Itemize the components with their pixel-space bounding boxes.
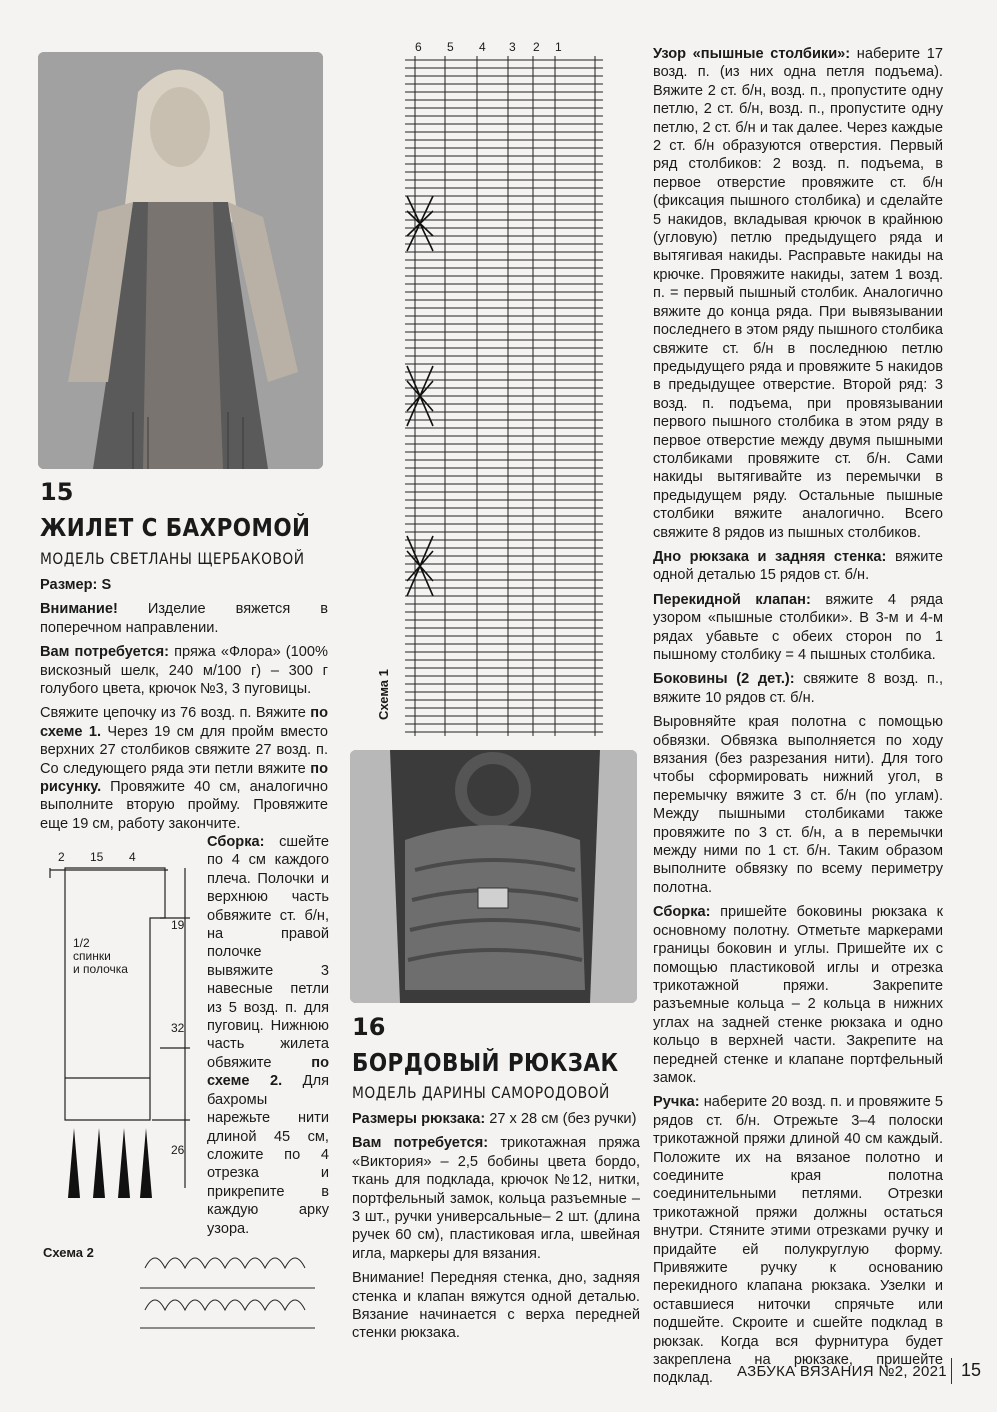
vest-instructions-part: по схеме 1.: [40, 705, 328, 740]
chart-col-3: 3: [509, 40, 516, 54]
scheme-1-grid: [405, 56, 603, 736]
chart-col-5: 5: [447, 40, 454, 54]
scheme-2-label: Схема 2: [43, 1245, 94, 1260]
scheme-2-drawing: [140, 1248, 320, 1338]
backpack-assembly-text: пришейте боковины рюкзака к основному полотну. Отметьте маркерами границы боковин и углы. Пришейте их с помощью пластиковой иглы и отрезка трикотажной пряжи. Закрепите разъемные кольца – 2 кольца в нижних углах на задней стенке рюкзака и одно кольцо в верхней части. Закрепите на передней стенке и клапане портфельный замок.: [653, 904, 943, 1086]
handle-label: Ручка:: [653, 1094, 700, 1111]
diagram-label-2: спинки: [73, 949, 111, 963]
vest-text-block: [40, 576, 328, 839]
dim-side-2: 32: [171, 1021, 185, 1035]
chart-col-6: 6: [415, 40, 422, 54]
backpack-sizes-label: Размеры рюкзака:: [352, 1111, 486, 1127]
pattern-text: наберите 17 возд. п. (из них одна петля подъема). Вяжите 2 ст. б/н, возд. п., пропустите одну петлю, 2 ст. б/н, возд. п., пропустите одну петлю, 2 ст. б/н и так далее. Через каждые 2 ст. б/н образуются отверстия. Первый ряд столбиков: 2 возд. п. подъема, в первое отверстие провяжите ст. б/н (фиксация пышного столбика) и сделайте 5 накидов, вкладывая крючок в крайнюю (угловую) петлю предыдущего ряда и вытягивая накиды. Расправьте накиды на крючке. Провяжите накиды, затем 1 возд. п. = первый пышный столбик. Аналогично вяжите до конца ряда. При вывязывании последнего в этом ряду пышного столбика свяжите ст. б/н в последнюю петлю предыдущего ряда и провяжите 5 накидов в предыдущее отверстие. Второй ряд: 3 возд. п. подъема, при провязывании первого пышного столбика в этом ряду в первое отверстие между двумя пышными столбиками провяжите ст. б/н. Сами накиды вытягивайте из перемычки в предыдущем ряду. Остальные пышные столбики вяжите аналогично. Всего свяжите 8 рядов из пышных столбиков.: [653, 46, 943, 541]
handle-text: наберите 20 возд. п. и провяжите 5 рядов ст. б/н. Отрежьте 3–4 полоски трикотажной пряжи длиной 40 см каждый. Положите их на вязаное полотно и соедините края полотна соединительными петлями. Отрезки трикотажной пряжи должны остаться внутри. Стяните этими отрезками ручку и придайте ей полукруглую форму. Привяжите ручку к основанию перекидного клапана рюкзака. Узелки и оставшиеся ниточки спрячьте или подшейте. Скроите и сшейте подклад в рюкзак. Когда вся фурнитура будет закреплена на рюкзаке, пришейте подклад.: [653, 1094, 943, 1387]
vest-number: 15: [40, 478, 74, 506]
vest-assembly-part: сшейте по 4 см каждого плеча. Полочки и верхнюю часть обвяжите ст. б/н, на правой полочке вывяжите 3 навесные петли из 5 возд. п. для пуговиц. Нижнюю часть жилета обвяжите: [207, 834, 329, 1071]
backpack-materials-label: Вам потребуется:: [352, 1135, 489, 1152]
woman-figure-image: [38, 52, 323, 469]
vest-size: Размер: S: [40, 577, 112, 593]
backpack-number: 16: [352, 1013, 386, 1041]
footer-magazine: АЗБУКА ВЯЗАНИЯ №2, 2021: [737, 1363, 947, 1380]
bottom-label: Дно рюкзака и задняя стенка:: [653, 548, 887, 565]
sides-label: Боковины (2 дет.):: [653, 671, 795, 688]
sides-text: свяжите 8 возд. п., вяжите 10 рядов ст. б/н.: [653, 671, 944, 706]
diagram-label-1: 1/2: [73, 936, 90, 950]
backpack-title: БОРДОВЫЙ РЮКЗАК: [352, 1048, 619, 1077]
diagram-label-3: и полочка: [73, 962, 128, 976]
backpack-author: МОДЕЛЬ ДАРИНЫ САМОРОДОВОЙ: [352, 1083, 610, 1102]
dim-top-1: 2: [58, 850, 65, 864]
vest-instructions-part: по рисунку.: [40, 760, 328, 796]
vest-photo: [38, 52, 323, 469]
vest-schematic: [40, 848, 205, 1198]
pattern-label: Узор «пышные столбики»:: [653, 46, 851, 62]
bottom-text: вяжите одной деталью 15 рядов ст. б/н.: [653, 548, 943, 584]
backpack-text-block-right: [653, 45, 943, 1394]
edging-text: Выровняйте края полотна с помощью обвязки. Обвязка выполняется по ходу вязания (без разрезания нити). Для того чтобы сформировать нижний угол, в перемычку вяжите 3 ст. б/н (по углам). Между пышными столбиками также провяжите по 3 ст. б/н, а в перемычки между ними по 1 ст. б/н. Таким образом выполните обвязку по всему периметру полотна.: [653, 714, 943, 896]
backpack-note: Внимание! Передняя стенка, дно, задняя стенка и клапан вяжутся одной деталью. Вязание начинается с верха передней стенки рюкзака.: [352, 1270, 640, 1342]
backpack-photo: [350, 750, 637, 1003]
vest-assembly-part: Для бахромы нарежьте нити длиной 45 см, сложите по 4 отрезка и прикрепите в каждую арку узора.: [207, 1073, 329, 1237]
vest-assembly-part: по схеме 2.: [207, 1054, 329, 1090]
chart-column-numbers: [409, 40, 599, 54]
dim-top-3: 4: [129, 850, 136, 864]
backpack-sizes-text: 27 х 28 см (без ручки): [485, 1111, 637, 1127]
dim-side-3: 26: [171, 1143, 185, 1157]
vest-assembly-text: [207, 833, 329, 1244]
backpack-image: [350, 750, 637, 1003]
backpack-materials-text: трикотажная пряжа «Виктория» – 2,5 бобины цвета бордо, ткань для подклада, крючок №12, нитки, портфельный замок, кольца разъемные – 3 шт., ручки универсальные– 2 шт. (длина ручек 60 см), пластиковая игла, швейная игла, маркеры для вязания.: [352, 1135, 640, 1262]
vest-instructions-part: Через 19 см для пройм вместо верхних 27 столбиков свяжите 27 возд. п. Со следующего ряда эти петли вяжите: [40, 723, 328, 777]
footer-divider: [951, 1358, 952, 1384]
dim-side-1: 19: [171, 918, 185, 932]
page-number: 15: [961, 1360, 982, 1380]
vest-assembly-label: Сборка:: [207, 834, 265, 850]
scheme-2-chart: [140, 1248, 320, 1338]
vest-attention-text: Изделие вяжется в поперечном направлении.: [40, 601, 328, 636]
flap-label: Перекидной клапан:: [653, 591, 811, 608]
vest-title: ЖИЛЕТ С БАХРОМОЙ: [40, 513, 311, 542]
vest-attention-label: Внимание!: [40, 601, 118, 618]
chart-col-2: 2: [533, 40, 540, 54]
scheme-1-label: Схема 1: [376, 669, 391, 720]
vest-instructions-part: Провяжите 40 см, аналогично выполните вторую пройму. Провяжите еще 19 см, работу закончите.: [40, 779, 328, 832]
chart-col-1: 1: [555, 40, 562, 54]
flap-text: вяжите 4 ряда узором «пышные столбики». В 3-м и 4-м рядах убавьте с обеих сторон по 1 пышному столбику = 4 пышных столбика.: [653, 591, 944, 663]
backpack-text-block-left: [352, 1110, 640, 1349]
vest-materials-text: пряжа «Флора» (100% вискозный шелк, 240 м/100 г) – 300 г голубого цвета, крючок №3, 3 пуговицы.: [40, 644, 328, 698]
vest-materials-label: Вам потребуется:: [40, 644, 170, 661]
backpack-assembly-label: Сборка:: [653, 904, 711, 921]
dim-top-2: 15: [90, 850, 104, 864]
chart-col-4: 4: [479, 40, 486, 54]
scheme-1-chart: [405, 40, 603, 740]
vest-author: МОДЕЛЬ СВЕТЛАНЫ ЩЕРБАКОВОЙ: [40, 549, 305, 568]
vest-instructions-part: Свяжите цепочку из 76 возд. п. Вяжите: [40, 705, 311, 722]
